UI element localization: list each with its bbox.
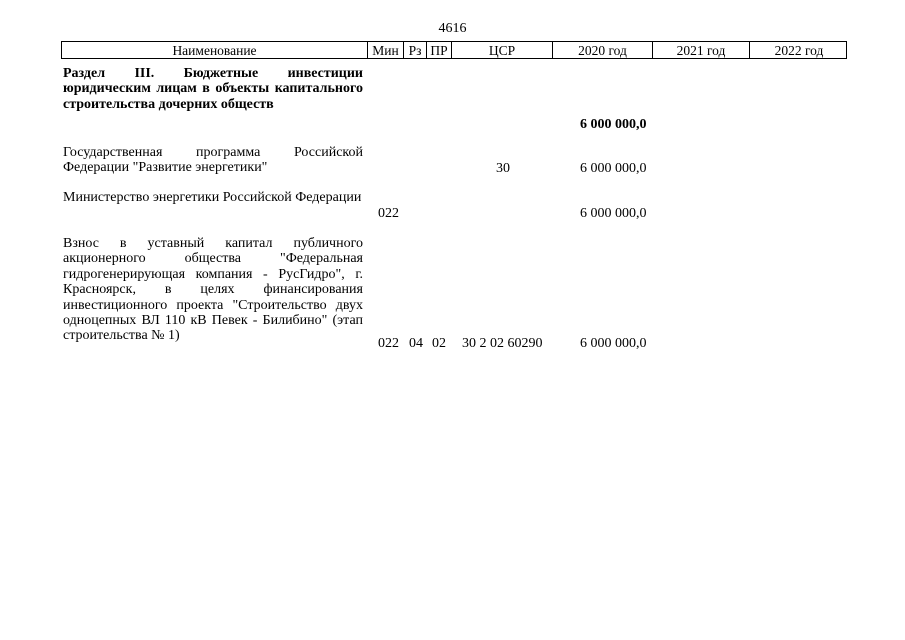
- row-name: Министерство энергетики Российской Федерации: [63, 190, 362, 205]
- row-value-2020: 6 000 000,0: [580, 206, 647, 221]
- column-header-pr: ПР: [426, 42, 451, 59]
- row-min: 022: [378, 336, 399, 351]
- row-name: Взнос в уставный капитал публичного акционерного общества "Федеральная гидрогенерирующая компания - РусГидро", г. Красноярск, в целях финансирования инвестиционного проекта "Строительство двух одноцепных ВЛ 110 кВ Певек - Билибино" (этап строительства № 1): [63, 236, 363, 344]
- row-value-2020: 6 000 000,0: [580, 117, 647, 132]
- column-header-2020: 2020 год: [552, 42, 652, 59]
- row-name: Государственная программа Российской Федерации "Развитие энергетики": [63, 145, 363, 176]
- column-header-min: Мин: [367, 42, 403, 59]
- row-pr: 02: [432, 336, 446, 351]
- page-number: 4616: [438, 21, 467, 36]
- row-name: Раздел III. Бюджетные инвестиции юридическим лицам в объекты капитального строительства дочерних обществ: [63, 66, 363, 112]
- column-header-name: Наименование: [172, 43, 257, 58]
- column-header-rz: Рз: [403, 42, 426, 59]
- column-header-2022: 2022 год: [749, 42, 848, 59]
- column-header-2021: 2021 год: [652, 42, 749, 59]
- column-header-csr: ЦСР: [451, 42, 552, 59]
- row-value-2020: 6 000 000,0: [580, 336, 647, 351]
- row-rz: 04: [409, 336, 423, 351]
- table-header: [61, 41, 847, 59]
- row-csr: 30: [496, 161, 510, 176]
- row-csr: 30 2 02 60290: [462, 336, 543, 351]
- row-value-2020: 6 000 000,0: [580, 161, 647, 176]
- row-min: 022: [378, 206, 399, 221]
